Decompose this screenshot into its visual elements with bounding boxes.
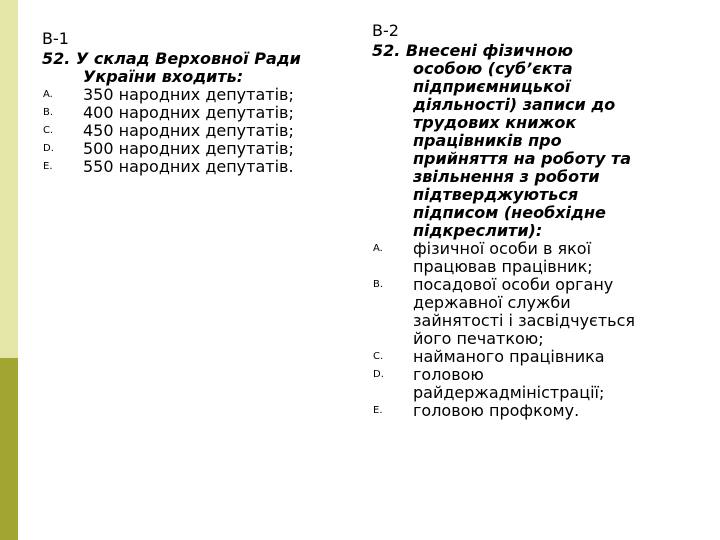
option-text: головою профкому. — [413, 401, 580, 420]
option-letter: C. — [43, 125, 54, 136]
sidebar-dark-segment — [0, 358, 18, 540]
question-line: підприємницької — [413, 77, 571, 96]
variant-label: В-2 — [372, 21, 399, 40]
answer-option-a — [42, 86, 342, 104]
option-letter: C. — [373, 351, 384, 362]
question-text — [42, 50, 342, 86]
option-text: зайнятості і засвідчується — [413, 311, 636, 330]
option-text: працював працівник; — [413, 257, 593, 276]
answer-options — [372, 240, 672, 420]
answer-option-b — [42, 104, 342, 122]
question-line: України входить: — [83, 67, 244, 86]
option-text: найманого працівника — [413, 347, 605, 366]
option-text: райдержадміністрації; — [413, 383, 605, 402]
right-column-variant-2 — [372, 22, 672, 420]
option-letter: D. — [373, 369, 384, 380]
option-letter: E. — [373, 405, 383, 416]
option-text: 350 народних депутатів; — [83, 85, 294, 104]
answer-option-d — [42, 140, 342, 158]
option-text: 500 народних депутатів; — [83, 139, 294, 158]
question-line: підписом (необхідне — [413, 203, 606, 222]
question-line: діяльності) записи до — [413, 95, 616, 114]
answer-options — [42, 86, 342, 176]
option-letter: A. — [43, 89, 53, 100]
option-letter: A. — [373, 243, 383, 254]
question-line: трудових книжок — [413, 113, 577, 132]
option-letter: B. — [373, 279, 384, 290]
option-text: 550 народних депутатів. — [83, 157, 294, 176]
option-text: його печаткою; — [413, 329, 544, 348]
answer-option-d — [372, 366, 672, 402]
option-text: 450 народних депутатів; — [83, 121, 294, 140]
option-letter: D. — [43, 143, 54, 154]
option-text: 400 народних депутатів; — [83, 103, 294, 122]
option-text: головою — [413, 365, 484, 384]
question-line: особою (суб’єкта — [413, 59, 573, 78]
sidebar-light-segment — [0, 0, 18, 358]
question-line: підтверджуються — [413, 185, 579, 204]
answer-option-c — [42, 122, 342, 140]
question-text — [372, 42, 672, 240]
option-text: фізичної особи в якої — [413, 239, 592, 258]
question-line: звільнення з роботи — [413, 167, 600, 186]
option-text: посадової особи органу — [413, 275, 614, 294]
question-line: 52. Внесені фізичною — [372, 41, 573, 60]
option-letter: B. — [43, 107, 54, 118]
decorative-sidebar — [0, 0, 18, 540]
answer-option-e — [42, 158, 342, 176]
left-column-variant-1 — [42, 30, 342, 176]
question-line: працівників про — [413, 131, 562, 150]
variant-label: В-1 — [42, 29, 69, 48]
answer-option-b — [372, 276, 672, 348]
question-line: 52. У склад Верховної Ради — [42, 49, 301, 68]
option-text: державної служби — [413, 293, 571, 312]
answer-option-c — [372, 348, 672, 366]
option-letter: E. — [43, 161, 53, 172]
answer-option-a — [372, 240, 672, 276]
question-line: підкреслити): — [413, 221, 543, 240]
answer-option-e — [372, 402, 672, 420]
question-line: прийняття на роботу та — [413, 149, 632, 168]
